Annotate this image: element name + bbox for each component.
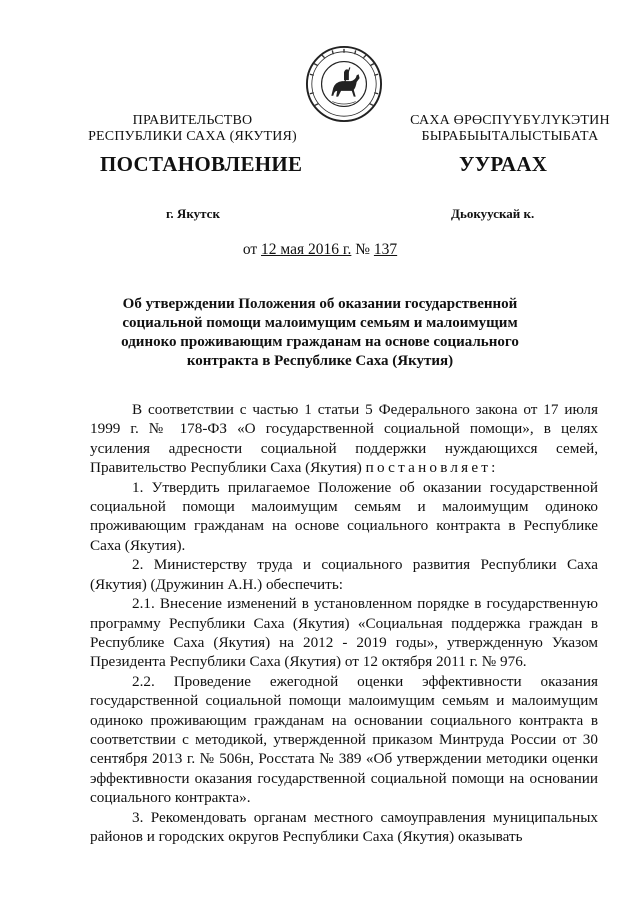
decree-body bbox=[90, 400, 598, 847]
paragraph-3: 3. Рекомендовать органам местного самоуправления муниципальных районов и городских округов Республики Саха (Якутия) оказывать bbox=[90, 808, 598, 846]
paragraph-1: 1. Утвердить прилагаемое Положение об оказании государственной социальной помощи малоимущим семьям и малоимущим одиноко проживающим гражданам на основе социального контракта в Республике Саха (Якутия). bbox=[90, 478, 598, 554]
doctype-ru: ПОСТАНОВЛЕНИЕ bbox=[100, 152, 303, 176]
paragraph-preamble bbox=[90, 400, 598, 477]
paragraph-2: 2. Министерству труда и социального развития Республики Саха (Якутия) (Дружинин А.Н.) обеспечить: bbox=[90, 556, 598, 593]
decree-date: 12 мая 2016 г. bbox=[261, 241, 352, 258]
city-ru: г. Якутск bbox=[166, 206, 220, 221]
government-name-sakha bbox=[390, 113, 630, 145]
preamble-text: В соответствии с частью 1 статьи 5 Федерального закона от 17 июля 1999 г. № 178-ФЗ «О государственной социальной помощи», в целях усиления адресности социальной поддержки нуждающихся семей, Правительство Республики Саха (Якутия) bbox=[90, 401, 598, 476]
paragraph-2-2: 2.2. Проведение ежегодной оценки эффективности оказания государственной социальной помощи малоимущим семьям и малоимущим одиноко проживающим гражданам на основании социального контракта в соответствии с методикой, утвержденной приказом Минтруда России от 30 сентября 2013 г. № 506н, Росстата № 389 «Об утверждении методики оценки эффективности оказания государственной социальной помощи на основании социального контракта». bbox=[90, 673, 598, 806]
org-line: САХА ӨРӨСПҮҮБҮЛҮКЭТИН bbox=[410, 113, 610, 128]
resolves-word: постановляет: bbox=[365, 458, 499, 476]
doctype-sakha: УУРААХ bbox=[459, 152, 548, 176]
government-name-ru bbox=[80, 113, 305, 145]
city-sakha: Дьокуускай к. bbox=[451, 206, 535, 221]
decree-date-line bbox=[0, 241, 640, 259]
coat-of-arms-icon bbox=[305, 45, 383, 123]
paragraph-2-1: 2.1. Внесение изменений в установленном порядке в государственную программу Республики Саха (Якутия) «Социальная поддержка граждан в Республике Саха (Якутия) на 2012 - 2019 годы», утвержденную Указом Президента Республики Саха (Якутия) от 12 октября 2011 г. № 976. bbox=[90, 595, 598, 671]
number-label: № bbox=[351, 241, 374, 258]
org-line: РЕСПУБЛИКИ САХА (ЯКУТИЯ) bbox=[88, 129, 297, 144]
org-line: БЫРАБЫЫТАЛЫСТЫБАТА bbox=[421, 129, 599, 144]
decree-title: Об утверждении Положения об оказании государственной социальной помощи малоимущим семьям и малоимущим одиноко проживающим гражданам на основе социального контракта в Республике Саха (Якутия) bbox=[121, 296, 519, 369]
date-prefix: от bbox=[242, 241, 262, 258]
org-line: ПРАВИТЕЛЬСТВО bbox=[132, 113, 253, 128]
decree-number: 137 bbox=[373, 241, 398, 258]
